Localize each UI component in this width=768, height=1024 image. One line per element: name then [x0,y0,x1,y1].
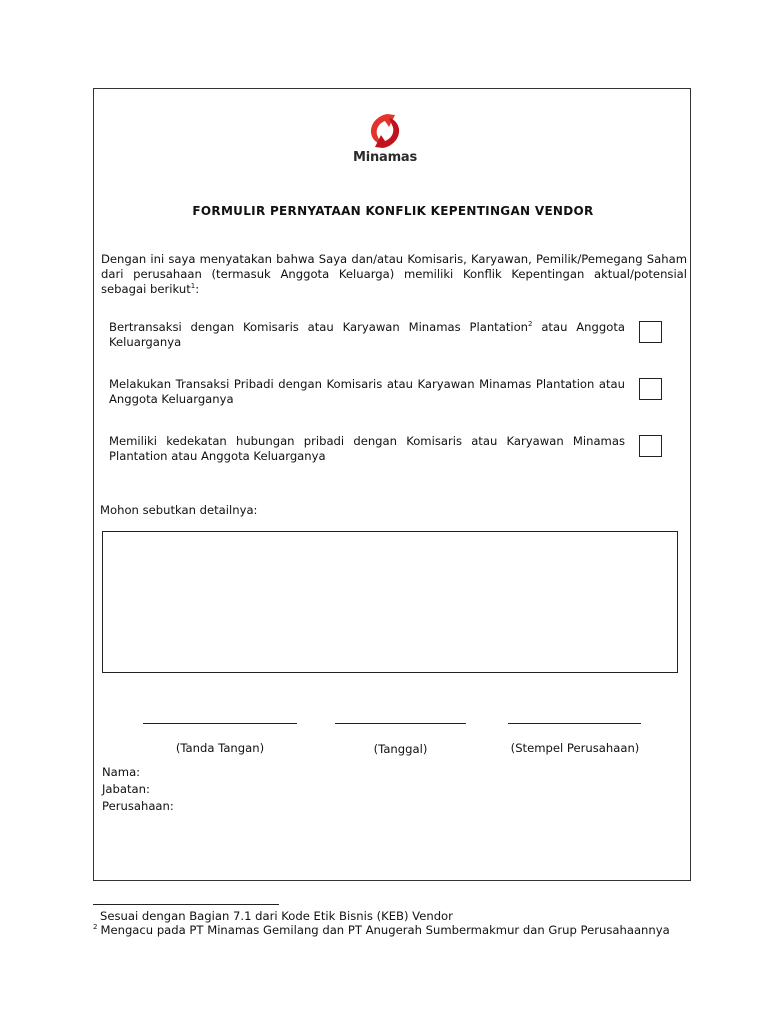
company-logo [350,112,420,172]
details-textbox[interactable] [102,531,678,673]
option-text: Bertransaksi dengan Komisaris atau Karyawan Minamas Plantation [109,320,529,334]
date-label: (Tanggal) [373,742,428,756]
footnote-divider [93,904,279,905]
date-line[interactable] [335,723,466,724]
footnote-marker: 2 [93,923,98,932]
footnote-ref-2: 2 [528,320,533,329]
form-title: FORMULIR PERNYATAAN KONFLIK KEPENTINGAN VENDOR [192,204,594,218]
footnote-text: Mengacu pada PT Minamas Gemilang dan PT Anugerah Sumbermakmur dan Grup Perusahaannya [100,923,670,937]
logo-wordmark: Minamas [352,150,418,165]
minamas-logo-icon [365,112,405,150]
footnote-ref-1: 1 [190,282,196,291]
option-text-after: atau Anggota Keluarganya [109,320,625,349]
name-field-label: Nama: [102,765,141,779]
position-field-label: Jabatan: [102,782,150,796]
details-prompt: Mohon sebutkan detailnya: [100,503,258,517]
option-text: Melakukan Transaksi Pribadi dengan Komisaris atau Karyawan Minamas Plantation atau Anggota Keluarganya [109,377,625,406]
option-transaksi-pribadi [109,377,625,407]
footnote-text: Sesuai dengan Bagian 7.1 dari Kode Etik Bisnis (KEB) Vendor [100,909,453,923]
option-checkbox-1[interactable] [639,321,662,343]
signature-label: (Tanda Tangan) [175,741,265,755]
option-checkbox-3[interactable] [639,435,662,457]
option-transaksi-komisaris [109,320,625,350]
company-field-label: Perusahaan: [102,799,174,813]
footnote-1 [93,909,453,923]
stamp-label: (Stempel Perusahaan) [510,741,640,755]
intro-paragraph [101,252,687,297]
option-kedekatan-hubungan [109,434,625,464]
option-text: Memiliki kedekatan hubungan pribadi dengan Komisaris atau Karyawan Minamas Plantation atau Anggota Keluarganya [109,434,625,463]
footnote-2 [93,923,670,937]
intro-text: Dengan ini saya menyatakan bahwa Saya dan/atau Komisaris, Karyawan, Pemilik/Pemegang Saham dari perusahaan (termasuk Anggota Keluarga) memiliki Konflik Kepentingan aktual/potensial sebagai berikut [101,252,687,296]
option-checkbox-2[interactable] [639,378,662,400]
signature-line[interactable] [143,723,297,724]
stamp-line[interactable] [508,723,641,724]
intro-suffix: : [195,282,200,296]
